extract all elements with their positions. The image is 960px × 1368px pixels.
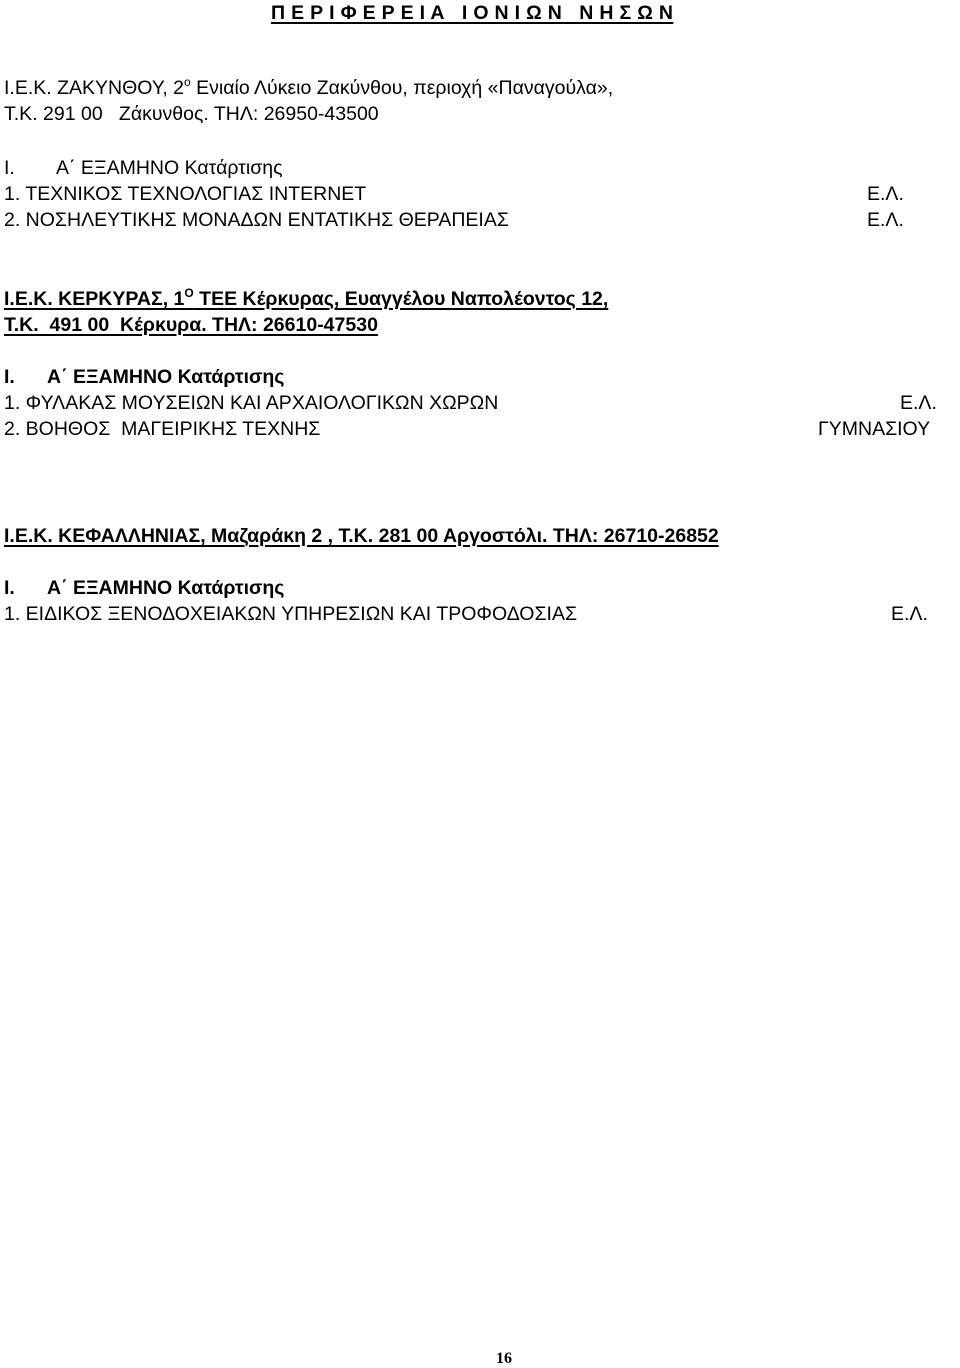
program-level: ΓΥΜΝΑΣΙΟΥ [818, 418, 931, 440]
kerkyra-address-line1 [4, 286, 609, 310]
program-item: 2. ΝΟΣΗΛΕΥΤΙΚΗΣ ΜΟΝΑΔΩΝ ΕΝΤΑΤΙΚΗΣ ΘΕΡΑΠΕΙΑΣ [4, 209, 509, 231]
zakynthos-semester-num: Ι. [4, 157, 15, 179]
kefallinia-semester-num: Ι. [4, 577, 15, 599]
program-level: Ε.Λ. [867, 209, 904, 231]
program-item: 1. ΦΥΛΑΚΑΣ ΜΟΥΣΕΙΩΝ ΚΑΙ ΑΡΧΑΙΟΛΟΓΙΚΩΝ ΧΩΡΩΝ [4, 392, 499, 414]
region-title: Π Ε Ρ Ι Φ Ε Ρ Ε Ι Α Ι Ο Ν Ι Ω Ν Ν Η Σ Ω Ν [271, 2, 674, 24]
zakynthos-address-line1 [4, 75, 614, 99]
kefallinia-semester: Α΄ ΕΞΑΜΗΝΟ Κατάρτισης [47, 577, 285, 599]
program-level: Ε.Λ. [900, 392, 937, 414]
program-level: Ε.Λ. [891, 603, 928, 625]
kerkyra-name-prefix: Ι.Ε.Κ. ΚΕΡΚΥΡΑΣ, 1 [4, 288, 185, 310]
kefallinia-address-line1: Ι.Ε.Κ. ΚΕΦΑΛΛΗΝΙΑΣ, Μαζαράκη 2 , Τ.Κ. 281 00 Αργοστόλι. ΤΗΛ: 26710-26852 [4, 525, 719, 547]
kerkyra-address-suffix: ΤΕΕ Κέρκυρας, Ευαγγέλου Ναπολέοντος 12, [193, 288, 609, 310]
kerkyra-semester: Α΄ ΕΞΑΜΗΝΟ Κατάρτισης [47, 366, 285, 388]
page-number: 16 [496, 1350, 512, 1367]
zakynthos-address-suffix: Ενιαίο Λύκειο Ζακύνθου, περιοχή «Παναγούλα», [190, 77, 614, 99]
ordinal-sup: Ο [184, 286, 194, 300]
zakynthos-name-prefix: Ι.Ε.Κ. ΖΑΚΥΝΘΟΥ, 2 [4, 77, 185, 99]
ordinal-sup: ο [184, 75, 191, 89]
program-item: 2. ΒΟΗΘΟΣ ΜΑΓΕΙΡΙΚΗΣ ΤΕΧΝΗΣ [4, 418, 321, 440]
program-item: 1. ΕΙΔΙΚΟΣ ΞΕΝΟΔΟΧΕΙΑΚΩΝ ΥΠΗΡΕΣΙΩΝ ΚΑΙ ΤΡΟΦΟΔΟΣΙΑΣ [4, 603, 578, 625]
zakynthos-semester: Α΄ ΕΞΑΜΗΝΟ Κατάρτισης [56, 157, 283, 179]
program-item: 1. ΤΕΧΝΙΚΟΣ ΤΕΧΝΟΛΟΓΙΑΣ INTERNET [4, 183, 367, 205]
zakynthos-address-line2: Τ.Κ. 291 00 Ζάκυνθος. ΤΗΛ: 26950-43500 [4, 103, 379, 125]
kerkyra-address-line2: Τ.Κ. 491 00 Κέρκυρα. ΤΗΛ: 26610-47530 [4, 314, 378, 336]
program-level: Ε.Λ. [867, 183, 904, 205]
kerkyra-semester-num: Ι. [4, 366, 15, 388]
